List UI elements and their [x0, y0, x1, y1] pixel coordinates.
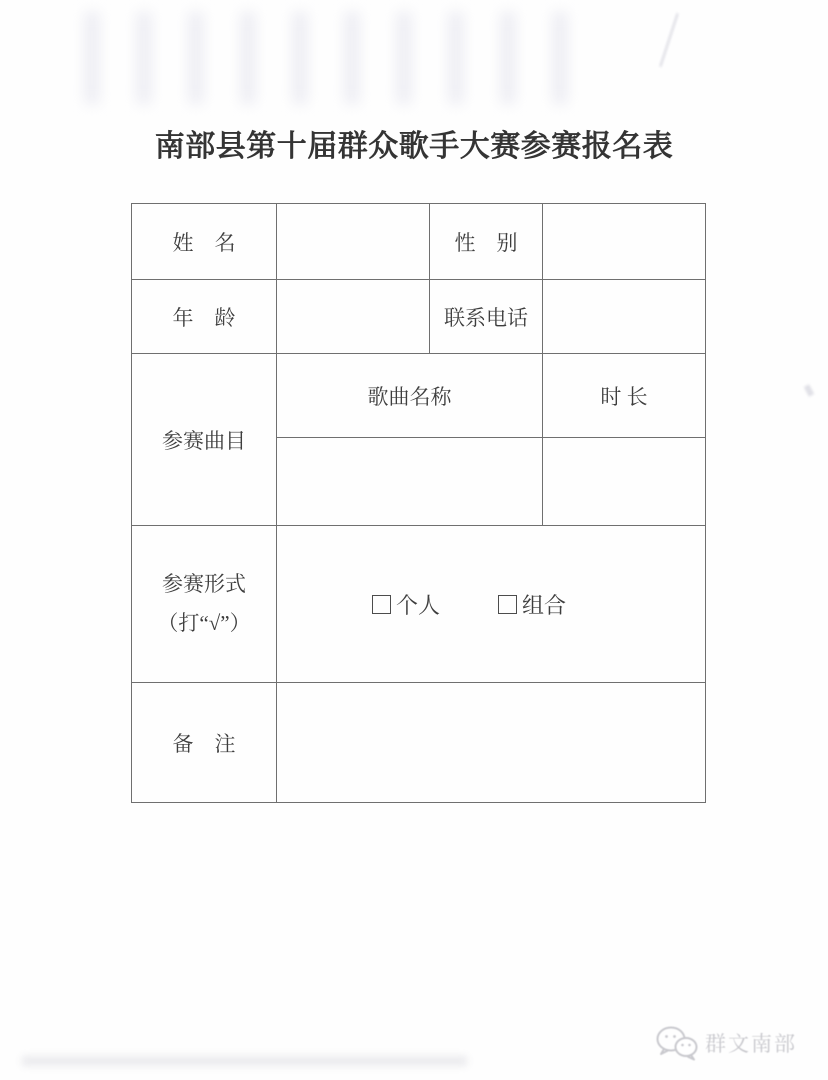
option-individual [372, 589, 440, 620]
phone-label-cell: 联系电话 [430, 280, 543, 354]
row-name-gender [132, 204, 706, 280]
checkbox-individual-icon [372, 595, 391, 614]
option-group-label: 组合 [522, 592, 567, 618]
format-options [255, 589, 683, 620]
remarks-value-cell [277, 683, 706, 803]
duration-value-cell [543, 438, 706, 526]
row-remarks [132, 683, 706, 803]
song-section-label-cell: 参赛曲目 [132, 354, 277, 526]
watermark [654, 1024, 797, 1062]
row-format [132, 526, 706, 683]
gender-value-cell [543, 204, 706, 280]
duration-header-cell: 时 长 [543, 354, 706, 438]
format-label-line2: （打“√”） [157, 611, 251, 635]
age-value-cell [277, 280, 430, 354]
form-title: 南部县第十届群众歌手大赛参赛报名表 [154, 130, 674, 163]
remarks-label-cell: 备 注 [132, 683, 277, 803]
row-song-headers [132, 354, 706, 438]
format-options-cell [277, 526, 706, 683]
row-age-phone [132, 280, 706, 354]
checkbox-group-icon [498, 595, 517, 614]
scan-artifact-diagonal [659, 13, 678, 67]
song-name-value-cell [277, 438, 543, 526]
format-label-line1: 参赛形式 [162, 572, 246, 597]
phone-value-cell [543, 280, 706, 354]
scan-artifact-top [85, 12, 585, 104]
name-label-cell: 姓 名 [132, 204, 277, 280]
watermark-text: 群文南部 [705, 1032, 797, 1056]
gender-label-cell: 性 别 [430, 204, 543, 280]
option-group [498, 589, 566, 620]
age-label-cell: 年 龄 [132, 280, 277, 354]
option-individual-label: 个人 [395, 592, 440, 618]
wechat-icon [654, 1024, 700, 1062]
name-value-cell [277, 204, 430, 280]
scan-artifact-speck [804, 384, 814, 397]
registration-table [131, 203, 706, 803]
song-name-header-cell: 歌曲名称 [277, 354, 543, 438]
scan-artifact-bottom [22, 1056, 467, 1066]
